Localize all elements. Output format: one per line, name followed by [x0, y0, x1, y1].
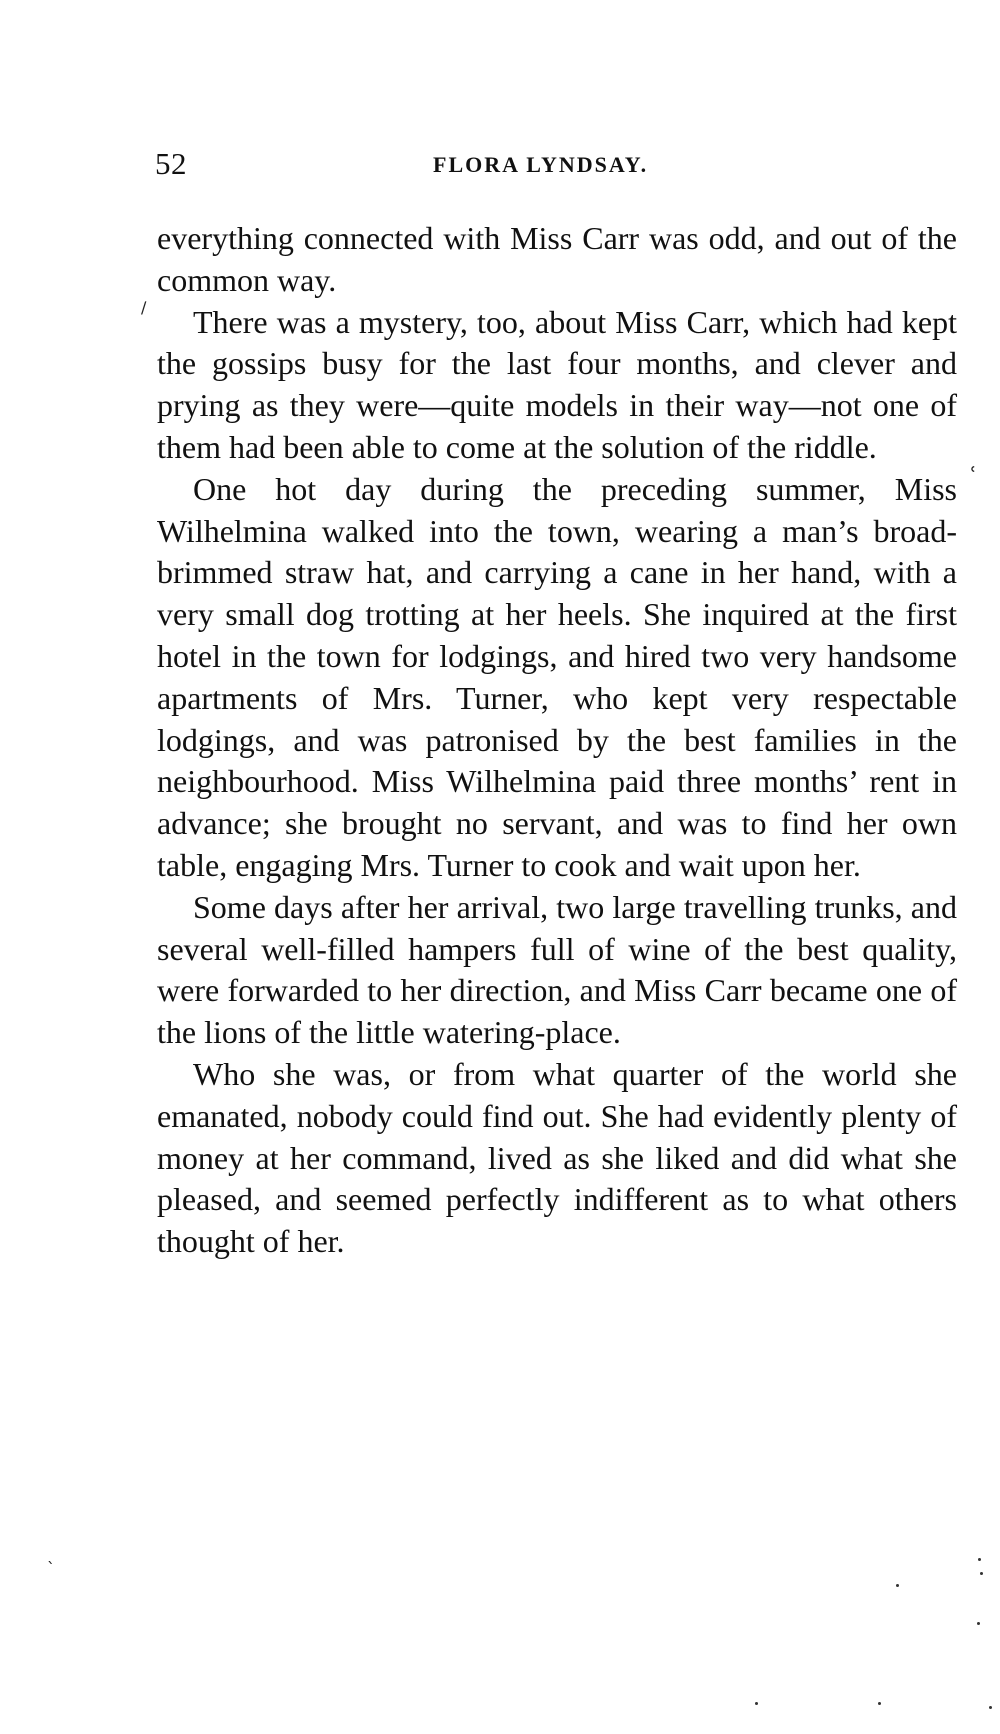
paragraph-arrival: One hot day during the preceding summer, Miss Wilhelmina walked into the town, wearing a man’s broad-brimmed straw hat, and carrying a cane in her hand, with a very small dog trotting at her heels. She inquired at the first hotel in the town for lodgings, and hired two very handsome apartments of Mrs. Turner, who kept very respectable lodgings, and was patronised by the best families in the neighbourhood. Miss Wilhelmina paid three months’ rent in advance; she brought no servant, and was to find her own table, engaging Mrs. Turner to cook and wait upon her. — [157, 470, 957, 883]
paragraph-identity: Who she was, or from what quarter of the world she emanated, nobody could find out. She had evidently plenty of money at her command, lived as she liked and did what she pleased, and seemed perfectly indifferent as to what others thought of her. — [157, 1055, 957, 1260]
paragraph-mystery: There was a mystery, too, about Miss Carr, which had kept the gossips busy for the last four months, and clever and prying as they were—quite models in their way—not one of them had been able to come at the solution of the riddle. — [157, 303, 957, 465]
margin-tick-mark: ˎ — [47, 1545, 55, 1564]
margin-pencil-mark: ∕ — [141, 298, 147, 317]
page-header — [155, 146, 955, 190]
page-body — [157, 218, 957, 1263]
paragraph-luggage: Some days after her arrival, two large travelling trunks, and several well-filled hampers full of wine of the best quality, were forwarded to her direction, and Miss Carr became one of the lions of the little watering-place. — [157, 888, 957, 1051]
paper-speck — [977, 1622, 980, 1625]
paper-speck — [980, 1572, 983, 1575]
margin-ink-mark: ʿ — [970, 464, 977, 489]
page-number: 52 — [155, 146, 187, 181]
paper-speck — [989, 1706, 992, 1709]
paper-speck — [755, 1702, 758, 1705]
running-title: FLORA LYNDSAY. — [433, 152, 649, 177]
paper-speck — [978, 1558, 981, 1561]
paper-speck — [896, 1584, 899, 1587]
paragraph-continued: everything connected with Miss Carr was odd, and out of the common way. — [157, 220, 957, 298]
paper-speck — [878, 1702, 881, 1705]
